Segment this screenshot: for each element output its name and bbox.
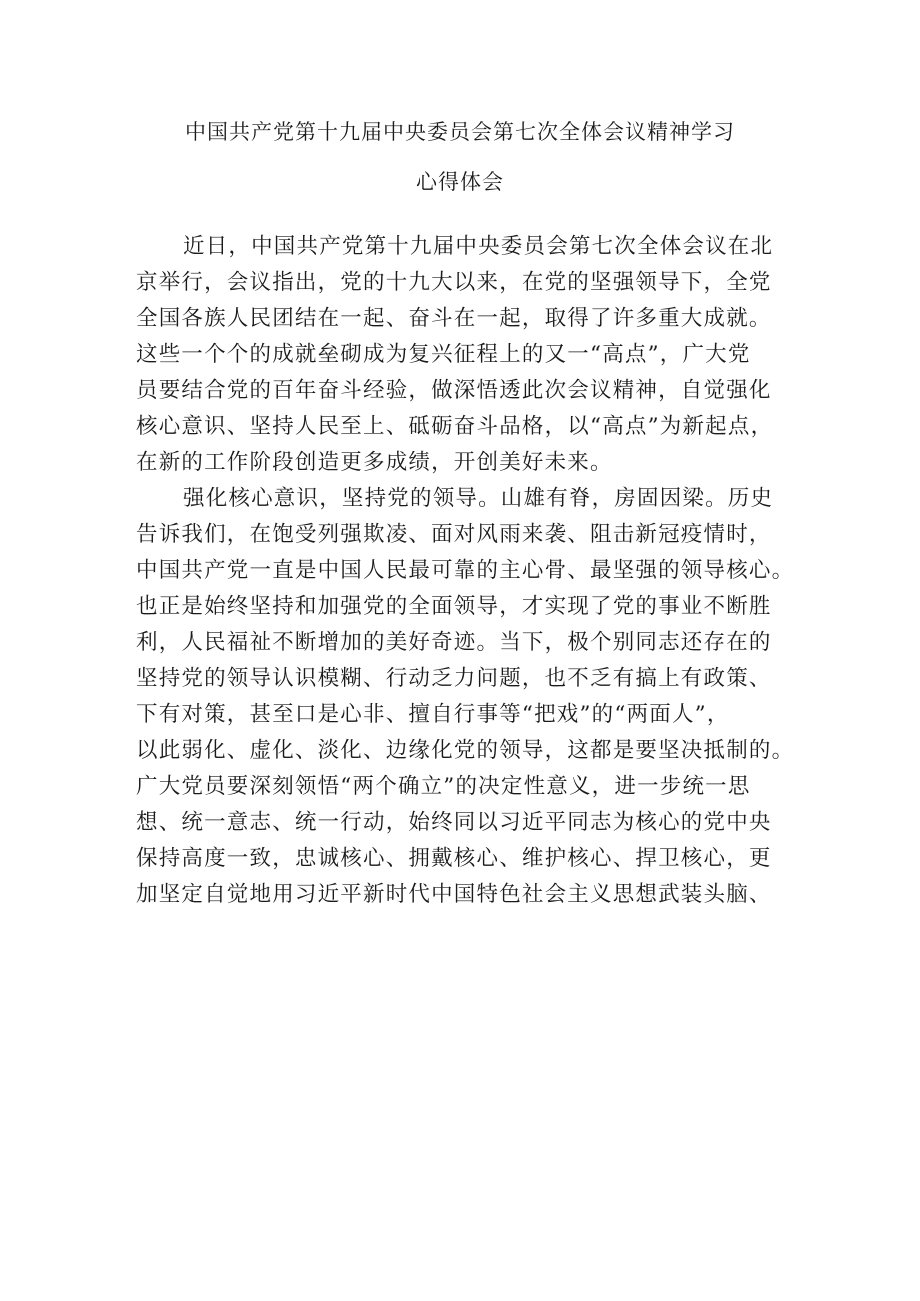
text-line: 广大党员要深刻领悟“两个确立”的决定性意义，进一步统一思 (136, 774, 751, 799)
text-line: 中国共产党一直是中国人民最可靠的主心骨、最坚强的领导核心。 (136, 558, 795, 583)
text-line: 想、统一意志、统一行动，始终同以习近平同志为核心的党中央 (136, 810, 772, 835)
text-line: 保持高度一致，忠诚核心、拥戴核心、维护核心、捍卫核心，更 (136, 846, 772, 871)
text-line: 也正是始终坚持和加强党的全面领导，才实现了党的事业不断胜 (136, 594, 772, 619)
document-body (136, 229, 796, 913)
text-line: 核心意识、坚持人民至上、砥砺奋斗品格，以“高点”为新起点， (136, 414, 774, 439)
text-line: 告诉我们，在饱受列强欺凌、面对风雨来袭、阻击新冠疫情时， (136, 522, 772, 547)
text-line: 近日，中国共产党第十九届中央委员会第七次全体会议在北 (183, 234, 774, 259)
text-line: 下有对策，甚至口是心非、擅自行事等“把戏”的“两面人”， (136, 702, 730, 727)
text-line: 强化核心意识，坚持党的领导。山雄有脊，房固因梁。历史 (183, 486, 774, 511)
text-line: 京举行，会议指出，党的十九大以来，在党的坚强领导下，全党 (136, 270, 772, 295)
document-title-line-1: 中国共产党第十九届中央委员会第七次全体会议精神学习 (185, 120, 735, 144)
document-title-line-2: 心得体会 (416, 170, 504, 194)
text-line: 坚持党的领导认识模糊、行动乏力问题，也不乏有搞上有政策、 (136, 666, 772, 691)
paragraph-1 (136, 229, 796, 481)
text-line: 在新的工作阶段创造更多成绩，开创美好未来。 (136, 450, 613, 475)
text-line: 全国各族人民团结在一起、奋斗在一起，取得了许多重大成就。 (136, 306, 772, 331)
text-line: 加坚定自觉地用习近平新时代中国特色社会主义思想武装头脑、 (136, 882, 772, 907)
paragraph-2 (136, 481, 796, 913)
text-line: 以此弱化、虚化、淡化、边缘化党的领导，这都是要坚决抵制的。 (136, 738, 795, 763)
text-line: 利，人民福祉不断增加的美好奇迹。当下，极个别同志还存在的 (136, 630, 772, 655)
text-line: 员要结合党的百年奋斗经验，做深悟透此次会议精神，自觉强化 (136, 378, 772, 403)
text-line: 这些一个个的成就垒砌成为复兴征程上的又一“高点”，广大党 (136, 342, 751, 367)
